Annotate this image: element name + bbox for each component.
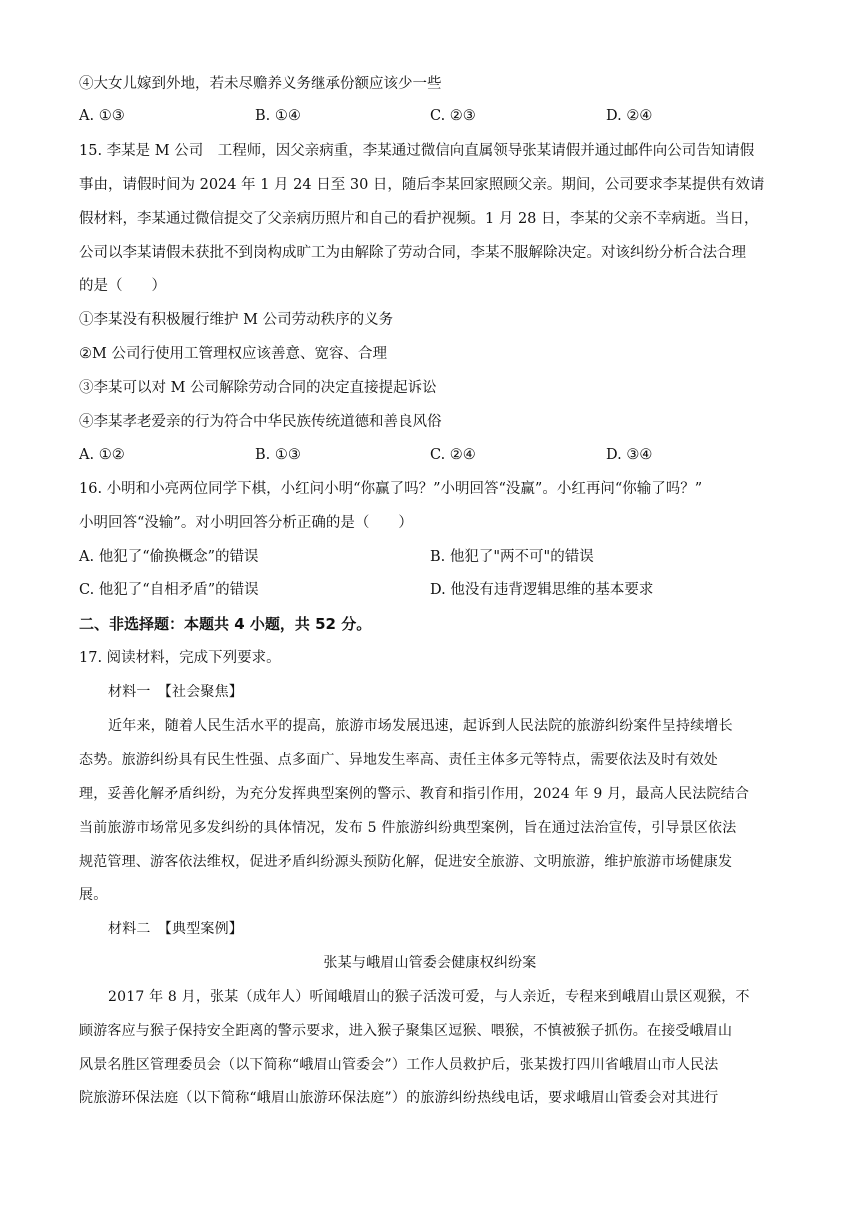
q15-statement-4: ④李某孝老爱亲的行为符合中华民族传统道德和善良风俗	[79, 414, 442, 430]
material-2-line: 院旅游环保法庭（以下简称“峨眉山旅游环保法庭”）的旅游纠纷热线电话，要求峨眉山管委会对其进行	[79, 1090, 719, 1106]
q17-intro: 17. 阅读材料，完成下列要求。	[79, 650, 281, 666]
material-1-line: 规范管理、游客依法维权，促进矛盾纠纷源头预防化解，促进安全旅游、文明旅游，维护旅游市场健康发	[79, 854, 733, 870]
material-2-line: 顾游客应与猴子保持安全距离的警示要求，进入猴子聚集区逗猴、喂猴，不慎被猴子抓伤。在接受峨眉山	[79, 1023, 733, 1039]
q15-statement-1: ①李某没有积极履行维护 M 公司劳动秩序的义务	[79, 312, 394, 328]
q16-option-b[interactable]: B. 他犯了"两不可"的错误	[430, 549, 594, 565]
material-2-label: 材料二 【典型案例】	[108, 921, 243, 937]
q15-stem-line: 事由，请假时间为 2024 年 1 月 24 日至 30 日，随后李某回家照顾父亲。期间，公司要求李某提供有效请	[79, 177, 765, 193]
q15-stem-line: 假材料，李某通过微信提交了父亲病历照片和自己的看护视频。1 月 28 日，李某的父亲不幸病逝。当日，	[79, 211, 759, 227]
q14-option-d[interactable]: D. ②④	[606, 108, 653, 124]
material-1-label: 材料一 【社会聚焦】	[108, 684, 243, 700]
material-2-line: 2017 年 8 月，张某（成年人）听闻峨眉山的猴子活泼可爱，与人亲近，专程来到峨眉山景区观猴，不	[108, 989, 750, 1005]
q15-statement-2: ②M 公司行使用工管理权应该善意、宽容、合理	[79, 346, 387, 362]
q16-option-c[interactable]: C. 他犯了“自相矛盾”的错误	[79, 582, 259, 598]
q15-option-c[interactable]: C. ②④	[430, 447, 476, 463]
q14-option-b[interactable]: B. ①④	[255, 108, 301, 124]
material-1-line: 理，妥善化解矛盾纠纷，为充分发挥典型案例的警示、教育和指引作用，2024 年 9 月，最高人民法院结合	[79, 786, 750, 802]
q16-option-d[interactable]: D. 他没有违背逻辑思维的基本要求	[430, 582, 654, 598]
case-title: 张某与峨眉山管委会健康权纠纷案	[323, 955, 537, 971]
q15-statement-3: ③李某可以对 M 公司解除劳动合同的决定直接提起诉讼	[79, 380, 437, 396]
section-heading: 二、非选择题：本题共 4 小题，共 52 分。	[79, 615, 372, 633]
q15-option-b[interactable]: B. ①③	[255, 447, 301, 463]
q15-option-a[interactable]: A. ①②	[79, 447, 125, 463]
material-1-line: 近年来，随着人民生活水平的提高，旅游市场发展迅速，起诉到人民法院的旅游纠纷案件呈持续增长	[108, 718, 733, 734]
q15-stem-line: 15. 李某是 M 公司 工程师，因父亲病重，李某通过微信向直属领导张某请假并通过邮件向公司告知请假	[79, 143, 755, 159]
q16-option-a[interactable]: A. 他犯了“偷换概念”的错误	[79, 549, 259, 565]
q14-option-c[interactable]: C. ②③	[430, 108, 476, 124]
q15-option-d[interactable]: D. ③④	[606, 447, 653, 463]
q16-stem-line: 16. 小明和小亮两位同学下棋，小红问小明“你赢了吗？”小明回答“没赢”。小红再问“你输了吗？”	[79, 481, 703, 497]
material-1-line: 展。	[79, 887, 108, 903]
q15-stem-line: 的是（ ）	[79, 278, 166, 294]
q16-stem-line: 小明回答“没输”。对小明回答分析正确的是（ ）	[79, 515, 413, 531]
q14-statement-4: ④大女儿嫁到外地，若未尽赡养义务继承份额应该少一些	[79, 76, 442, 92]
q15-stem-line: 公司以李某请假未获批不到岗构成旷工为由解除了劳动合同，李某不服解除决定。对该纠纷分析合法合理	[79, 245, 746, 261]
q14-option-a[interactable]: A. ①③	[79, 108, 125, 124]
material-1-line: 态势。旅游纠纷具有民生性强、点多面广、异地发生率高、责任主体多元等特点，需要依法及时有效处	[79, 752, 718, 768]
material-2-line: 风景名胜区管理委员会（以下简称“峨眉山管委会”）工作人员救护后，张某拨打四川省峨眉山市人民法	[79, 1057, 719, 1073]
material-1-line: 当前旅游市场常见多发纠纷的具体情况，发布 5 件旅游纠纷典型案例，旨在通过法治宣传，引导景区依法	[79, 820, 737, 836]
